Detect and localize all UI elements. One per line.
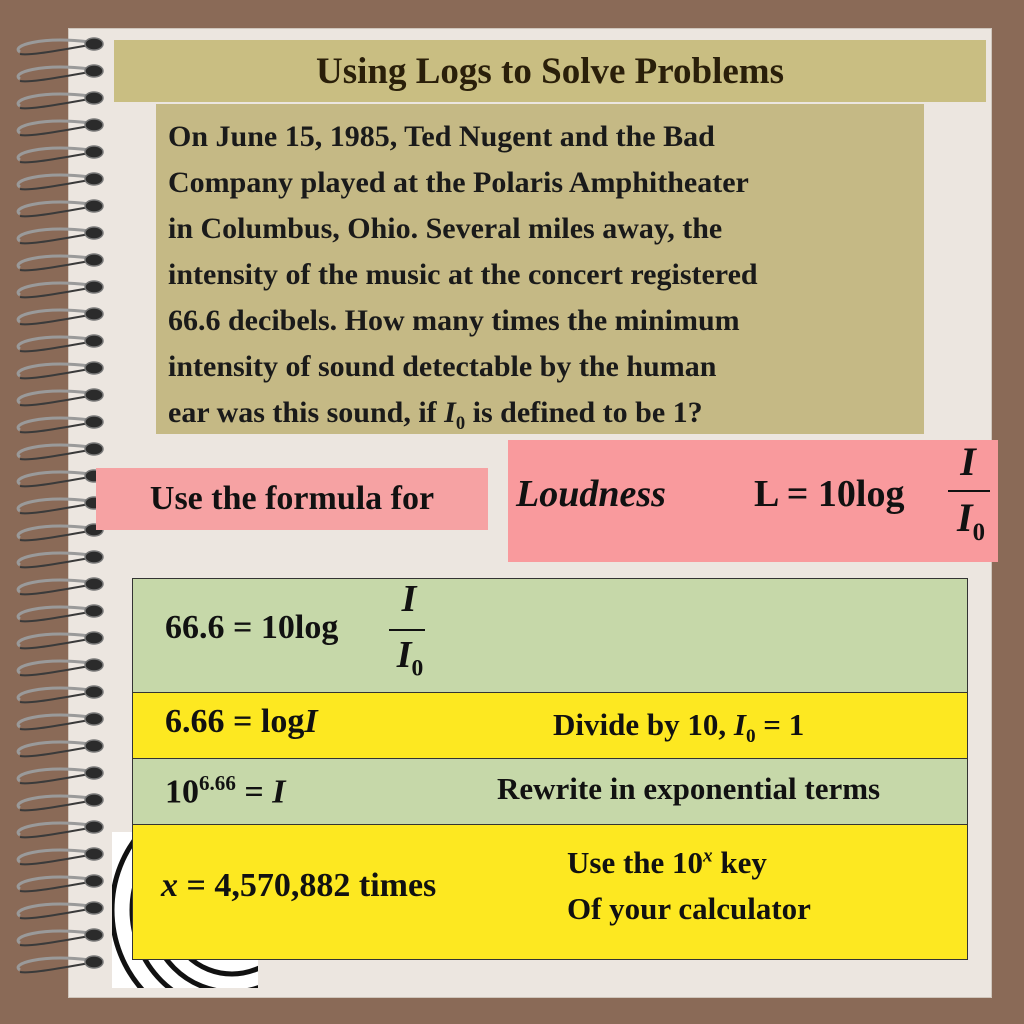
problem-line-text: ear was this sound, if (168, 396, 437, 429)
formula-numerator: I (960, 439, 976, 484)
exponent-value: 6.66 (199, 771, 236, 795)
slide-title: Using Logs to Solve Problems (114, 40, 986, 102)
spiral-ring-icon (18, 605, 103, 621)
spiral-ring-icon (18, 551, 103, 567)
spiral-ring-icon (18, 497, 103, 513)
spiral-ring-icon (18, 470, 103, 486)
spiral-ring-icon (18, 767, 103, 783)
intensity-variable: I (444, 396, 456, 429)
intensity-variable: I (304, 703, 318, 740)
step-note-text: Divide by 10, (553, 707, 734, 742)
spiral-ring-icon (18, 389, 103, 405)
subscript-zero: 0 (455, 413, 466, 434)
subscript-zero: 0 (745, 726, 756, 748)
step-row-1 (133, 579, 967, 693)
step-row-3 (133, 759, 967, 825)
spiral-ring-icon (18, 794, 103, 810)
denominator-var: I (396, 634, 412, 676)
spiral-ring-icon (18, 821, 103, 837)
step-row-4 (133, 825, 967, 959)
step-row-2 (133, 693, 967, 759)
spiral-ring-icon (18, 659, 103, 675)
step-denominator (387, 633, 433, 683)
subscript-zero: 0 (972, 519, 985, 546)
superscript-x: x (703, 845, 713, 867)
problem-line: intensity of the music at the concert registered (168, 258, 758, 291)
step-note-text: = 1 (755, 707, 805, 742)
exponent-base: 10 (165, 773, 199, 811)
fraction-bar (389, 629, 425, 631)
spiral-ring-icon (18, 308, 103, 324)
step-note: Rewrite in exponential terms (497, 771, 881, 806)
step-note: Of your calculator (567, 891, 811, 926)
final-answer (161, 867, 436, 905)
problem-line: 66.6 decibels. How many times the minimum (168, 304, 740, 337)
spiral-ring-icon (18, 38, 103, 54)
spiral-ring-icon (18, 929, 103, 945)
spiral-ring-icon (18, 740, 103, 756)
spiral-ring-icon (18, 578, 103, 594)
formula-name: Loudness (516, 473, 666, 515)
subscript-zero: 0 (411, 655, 424, 682)
spiral-ring-icon (18, 524, 103, 540)
solution-steps (132, 578, 968, 960)
spiral-ring-icon (18, 875, 103, 891)
problem-line-text: is defined to be 1? (465, 396, 703, 429)
spiral-ring-icon (18, 956, 103, 972)
intensity-variable: I (733, 707, 746, 742)
step-equation: 66.6 = 10log (165, 609, 339, 646)
intensity-variable: I (272, 773, 286, 811)
answer-variable: x (161, 867, 178, 904)
answer-value: = 4,570,882 times (178, 867, 437, 904)
spiral-ring-icon (18, 119, 103, 135)
spiral-ring-icon (18, 443, 103, 459)
step-note-text: Use the 10 (567, 845, 704, 880)
denominator-var: I (957, 495, 973, 540)
problem-line-last (168, 390, 912, 447)
step-note (553, 707, 804, 748)
spiral-ring-icon (18, 254, 103, 270)
problem-line: On June 15, 1985, Ted Nugent and the Bad (168, 120, 715, 153)
problem-line: Company played at the Polaris Amphitheater (168, 166, 749, 199)
formula-label: Use the formula for (96, 468, 488, 530)
formula-lhs: L = 10log (754, 473, 905, 515)
spiral-ring-icon (18, 281, 103, 297)
spiral-ring-icon (18, 686, 103, 702)
spiral-ring-icon (18, 632, 103, 648)
spiral-ring-icon (18, 227, 103, 243)
spiral-ring-icon (18, 713, 103, 729)
fraction-bar (948, 490, 990, 492)
step-equation (165, 771, 286, 811)
equals-sign: = (235, 773, 273, 811)
problem-line: intensity of sound detectable by the human (168, 350, 717, 383)
spiral-ring-icon (18, 146, 103, 162)
step-numerator: I (401, 578, 417, 620)
spiral-ring-icon (18, 848, 103, 864)
spiral-ring-icon (18, 362, 103, 378)
step-equation-text: 6.66 = log (165, 703, 305, 740)
step-note (567, 845, 767, 881)
formula-denominator (946, 494, 996, 547)
problem-statement (156, 104, 924, 434)
spiral-ring-icon (18, 416, 103, 432)
spiral-ring-icon (18, 173, 103, 189)
spiral-ring-icon (18, 335, 103, 351)
step-note-text: key (712, 845, 767, 880)
spiral-ring-icon (18, 200, 103, 216)
problem-line: in Columbus, Ohio. Several miles away, the (168, 212, 723, 245)
spiral-ring-icon (18, 902, 103, 918)
spiral-ring-icon (18, 92, 103, 108)
loudness-formula (508, 440, 998, 562)
spiral-ring-icon (18, 65, 103, 81)
step-equation (165, 703, 318, 741)
